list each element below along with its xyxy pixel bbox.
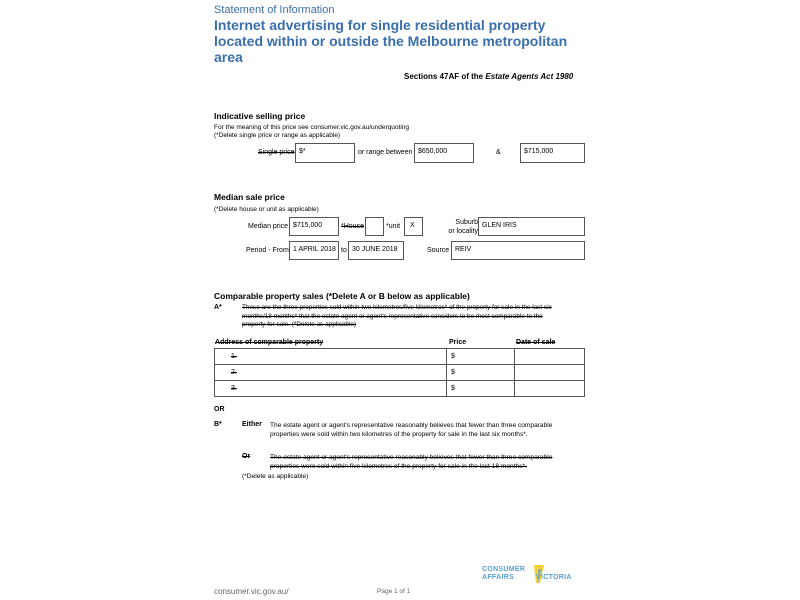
comparable-heading: Comparable property sales (*Delete A or B below as applicable) [214, 291, 470, 301]
either-text [270, 421, 552, 439]
date-cell[interactable] [515, 349, 585, 365]
source-field[interactable]: REIV [451, 241, 585, 260]
indicative-note-2: (*Delete single price or range as applicable) [214, 132, 341, 139]
price-cell[interactable]: $ [447, 365, 515, 381]
suburb-label-line-2: or locality [448, 228, 478, 235]
suburb-field[interactable]: GLEN IRIS [478, 217, 585, 236]
footer-website: consumer.vic.gov.au/ [214, 587, 289, 596]
table-row [215, 381, 585, 397]
comparable-table [214, 348, 585, 397]
median-note: (*Delete house or unit as applicable) [214, 206, 319, 213]
house-label: *House [341, 223, 364, 230]
logo-text-consumer: CONSUMER [482, 566, 526, 573]
house-field[interactable] [365, 217, 384, 236]
either-line-2: properties were sold within two kilometres of the property for sale in the last six months*. [270, 431, 528, 438]
col-price-header: Price [449, 339, 467, 346]
period-from-field[interactable]: 1 APRIL 2018 [289, 241, 339, 260]
single-price-field[interactable]: $* [295, 143, 355, 163]
or-option-label: Or [242, 453, 251, 460]
sections-text: Sections 47AF of the [404, 72, 486, 81]
act-reference [404, 72, 573, 81]
option-a-line-2: months/18 months* that the estate agent or agent's representative considers to be most comparable to the [242, 312, 543, 320]
act-name: Estate Agents Act 1980 [485, 72, 574, 81]
col-date-header: Date of sale [516, 339, 556, 346]
address-cell[interactable]: 1. [215, 349, 447, 365]
page-number: Page 1 of 1 [377, 588, 411, 595]
range-low-field[interactable]: $650,000 [414, 143, 474, 163]
median-price-label: Median price [248, 223, 289, 230]
unit-label: *unit [386, 223, 401, 230]
indicative-notes [214, 124, 409, 140]
suburb-label [448, 218, 478, 236]
logo-text-affairs: AFFAIRS [482, 574, 515, 581]
address-cell[interactable]: 3. [215, 381, 447, 397]
indicative-note-1: For the meaning of this price see consumer.vic.gov.au/underquoting [214, 124, 409, 131]
address-cell[interactable]: 2. [215, 365, 447, 381]
or-option-line-1: The estate agent or agent's representative reasonably believes that fewer than three comparable [270, 454, 553, 461]
logo-text-victoria: VICTORIA [536, 574, 572, 581]
source-label: Source [427, 247, 450, 254]
price-cell[interactable]: $ [447, 381, 515, 397]
or-option-text [270, 453, 552, 471]
table-row [215, 349, 585, 365]
indicative-heading: Indicative selling price [214, 111, 306, 121]
price-cell[interactable]: $ [447, 349, 515, 365]
period-from-label: Period - From [246, 247, 289, 254]
suburb-label-line-1: Suburb [455, 219, 478, 226]
option-a-line-3: property for sale. (*Delete as applicable) [242, 321, 357, 328]
page-title: Internet advertising for single residential property located within or outside the Melbourne metropolitan area [214, 17, 568, 65]
date-cell[interactable] [515, 365, 585, 381]
table-row [215, 365, 585, 381]
range-label: or range between [358, 149, 413, 156]
option-a-text [242, 304, 552, 330]
delete-note: (*Delete as applicable) [242, 473, 309, 480]
range-high-field[interactable]: $715,000 [520, 143, 585, 163]
col-address-header: Address of comparable property [215, 339, 324, 346]
date-cell[interactable] [515, 381, 585, 397]
option-a-marker: A* [214, 304, 222, 311]
or-option-line-2: properties were sold within five kilometres of the property for sale in the last 18 months*. [270, 463, 527, 470]
median-price-field[interactable]: $715,000 [289, 217, 339, 236]
option-b-marker: B* [214, 421, 222, 428]
to-label: to [341, 247, 347, 254]
unit-field[interactable]: X [404, 217, 423, 236]
option-a-line-1: These are the three properties sold within two kilometres/five kilometres* of the property for sale in the last six [242, 304, 552, 311]
or-label: OR [214, 406, 225, 413]
either-line-1: The estate agent or agent's representative reasonably believes that fewer than three comparable [270, 422, 553, 429]
either-label: Either [242, 421, 262, 428]
consumer-affairs-victoria-logo [482, 563, 586, 587]
period-to-field[interactable]: 30 JUNE 2018 [348, 241, 404, 260]
and-label: & [496, 149, 501, 156]
median-heading: Median sale price [214, 192, 285, 202]
statement-label: Statement of Information [214, 4, 335, 16]
single-price-label: Single price [258, 149, 295, 156]
